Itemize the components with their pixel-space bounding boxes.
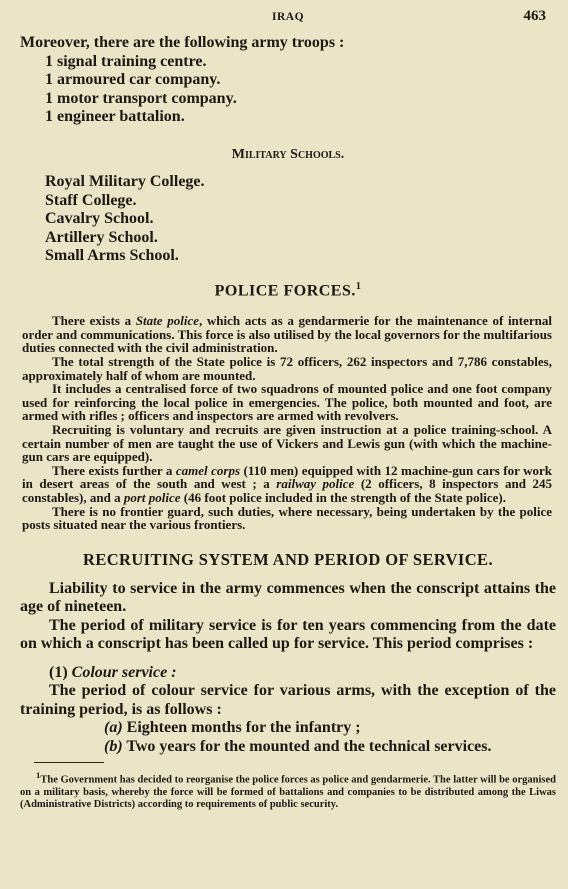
police-paragraph: It includes a centralised force of two squadrons of mounted police and one foot company used for reinforcing the local police in emergencies. The police, both mounted and foot, are armed with rifles ; officers and inspectors are armed with revolvers. [22, 381, 552, 424]
army-troop-item: 1 motor transport company. [45, 89, 237, 107]
page-number: 463 [523, 8, 546, 24]
footnote-mark: 1 [355, 280, 362, 292]
recruiting-heading: RECRUITING SYSTEM AND PERIOD OF SERVICE. [83, 549, 493, 569]
military-schools-heading: Military Schools. [231, 146, 345, 162]
footnote-rule [34, 762, 104, 763]
army-troops-section [20, 34, 556, 127]
recruiting-paragraph: The period of military service is for ten years commencing from the date on which a conscript has been called up for service. This period comprises : [20, 616, 556, 653]
colour-service-heading: (1) Colour service : [49, 663, 177, 681]
recruiting-paragraph: The period of colour service for various arms, with the exception of the training period, is as follows : [20, 682, 556, 718]
footnote [20, 769, 556, 811]
running-head: IRAQ [271, 11, 305, 23]
police-paragraph: The total strength of the State police is 72 officers, 262 inspectors and 7,786 constables, approximately half of whom are mounted. [22, 354, 552, 383]
school-item: Cavalry School. [45, 210, 154, 228]
service-item-b: (b) Two years for the mounted and the technical services. [104, 737, 492, 755]
army-troop-item: 1 signal training centre. [45, 52, 207, 70]
page-header [20, 0, 556, 34]
police-forces-text [20, 314, 556, 532]
footnote-text: $^1$The Government has decided to reorganise the police forces as police and gendarmerie. The latter will be organised on a military basis, whereby the force will be formed of battalions and companies to be distributed among the Liwas (Administrative Districts) according to requirements of public security. [20, 770, 556, 810]
army-troop-item: 1 engineer battalion. [45, 108, 185, 126]
police-forces-heading: POLICE FORCES.$^1$ [214, 280, 362, 300]
school-item: Small Arms School. [45, 247, 179, 265]
police-paragraph: Recruiting is voluntary and recruits are given instruction at a police training-school. A certain number of men are taught the use of Vickers and Lewis gun (with which the machine-gun cars are equipped). [22, 422, 552, 465]
recruiting-paragraph: Liability to service in the army commences when the conscript attains the age of nineteen. [20, 579, 556, 616]
service-item-a: (a) Eighteen months for the infantry ; [104, 719, 361, 737]
footnote-mark: 1 [36, 770, 41, 781]
school-item: Royal Military College. [45, 172, 205, 190]
police-paragraph: There exists further a camel corps (110 men) equipped with 12 machine-gun cars for work in desert areas of the south and west ; a railway police (2 officers, 8 inspectors and 245 constables), and a port police (46 foot police included in the strength of the State police). [22, 462, 553, 505]
army-troops-intro: Moreover, there are the following army troops : [20, 34, 345, 51]
recruiting-text [20, 580, 556, 757]
military-schools-list [20, 173, 556, 266]
police-paragraph: There exists a State police, which acts as a gendarmerie for the maintenance of internal order and communications. This force is also utilised by the local governors for the multifarious duties connected with the civil administration. [22, 313, 553, 356]
school-item: Staff College. [45, 191, 137, 209]
police-paragraph: There is no frontier guard, such duties, where necessary, being undertaken by the police posts situated near the various frontiers. [22, 503, 552, 533]
school-item: Artillery School. [45, 228, 158, 246]
army-troop-item: 1 armoured car company. [45, 71, 221, 89]
